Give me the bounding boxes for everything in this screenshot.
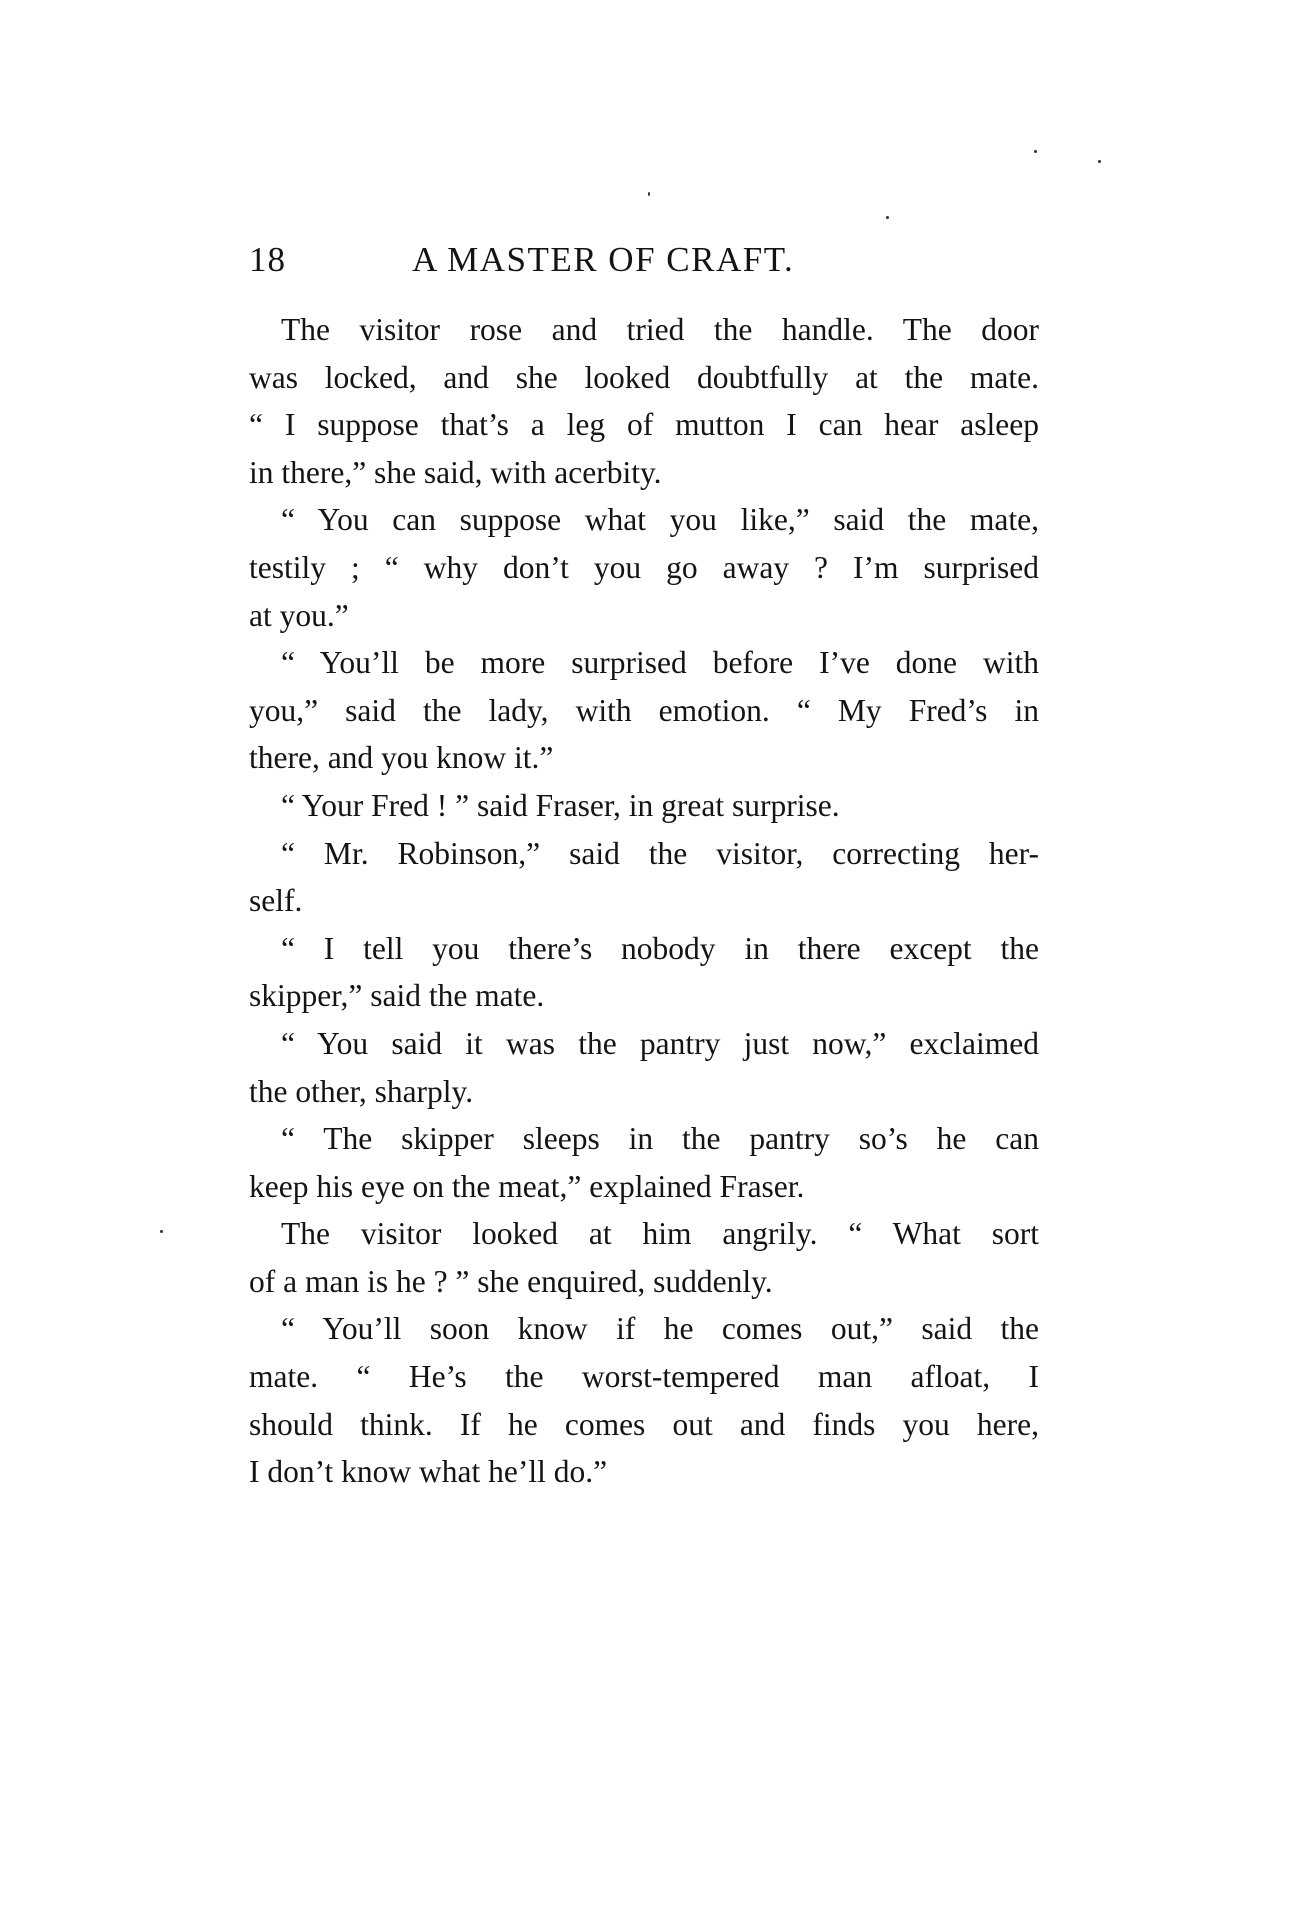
running-title: A MASTER OF CRAFT.: [412, 240, 795, 279]
paragraph: [249, 1210, 1039, 1305]
text-line: in there,” she said, with acerbity.: [249, 454, 662, 490]
text-line: at you.”: [249, 597, 349, 633]
ink-speck: [886, 216, 889, 219]
text-line: The visitor rose and tried the handle. The door: [281, 312, 1039, 347]
paragraph: [249, 306, 1039, 496]
text-line: “ I tell you there’s nobody in there except the: [281, 930, 1039, 966]
text-line: you,” said the lady, with emotion. “ My Fred’s in: [249, 692, 1039, 728]
paragraph: [249, 925, 1039, 1020]
text-line: skipper,” said the mate.: [249, 978, 545, 1014]
paragraph: [249, 1305, 1039, 1495]
ink-speck: [160, 1230, 163, 1233]
paragraph: [249, 782, 1039, 830]
ink-speck: [648, 192, 650, 196]
text-line: the other, sharply.: [249, 1073, 474, 1109]
text-line: there, and you know it.”: [249, 740, 554, 776]
ink-speck: [1034, 150, 1037, 153]
text-line: “ Your Fred ! ” said Fraser, in great surprise.: [281, 787, 840, 823]
text-line: mate. “ He’s the worst-tempered man afloat, I: [249, 1359, 1039, 1395]
ink-speck: [1098, 160, 1101, 163]
text-line: “ You can suppose what you like,” said the mate,: [281, 502, 1039, 538]
paragraph: [249, 1020, 1039, 1115]
text-line: was locked, and she looked doubtfully at the mate.: [249, 359, 1039, 395]
paragraph: [249, 639, 1039, 782]
paragraph: [249, 830, 1039, 925]
text-line: “ You’ll be more surprised before I’ve done with: [281, 645, 1039, 681]
text-line: testily ; “ why don’t you go away ? I’m surprised: [249, 549, 1039, 585]
body-text: [249, 306, 1039, 1496]
text-line: “ You said it was the pantry just now,” exclaimed: [281, 1025, 1039, 1061]
text-line: “ The skipper sleeps in the pantry so’s he can: [281, 1121, 1039, 1157]
text-line: of a man is he ? ” she enquired, suddenly.: [249, 1263, 773, 1299]
text-line: should think. If he comes out and finds you here,: [249, 1406, 1039, 1442]
text-line: “ You’ll soon know if he comes out,” said the: [281, 1311, 1039, 1347]
paragraph: [249, 1115, 1039, 1210]
text-line: The visitor looked at him angrily. “ What sort: [281, 1216, 1039, 1252]
running-header: [249, 238, 1049, 282]
text-line: I don’t know what he’ll do.”: [249, 1454, 608, 1490]
text-line: “ I suppose that’s a leg of mutton I can hear asleep: [249, 407, 1039, 443]
text-line: “ Mr. Robinson,” said the visitor, correcting her-: [281, 835, 1039, 871]
text-line: keep his eye on the meat,” explained Fraser.: [249, 1168, 805, 1204]
paragraph: [249, 496, 1039, 639]
text-line: self.: [249, 883, 303, 919]
page-number: 18: [249, 240, 286, 279]
